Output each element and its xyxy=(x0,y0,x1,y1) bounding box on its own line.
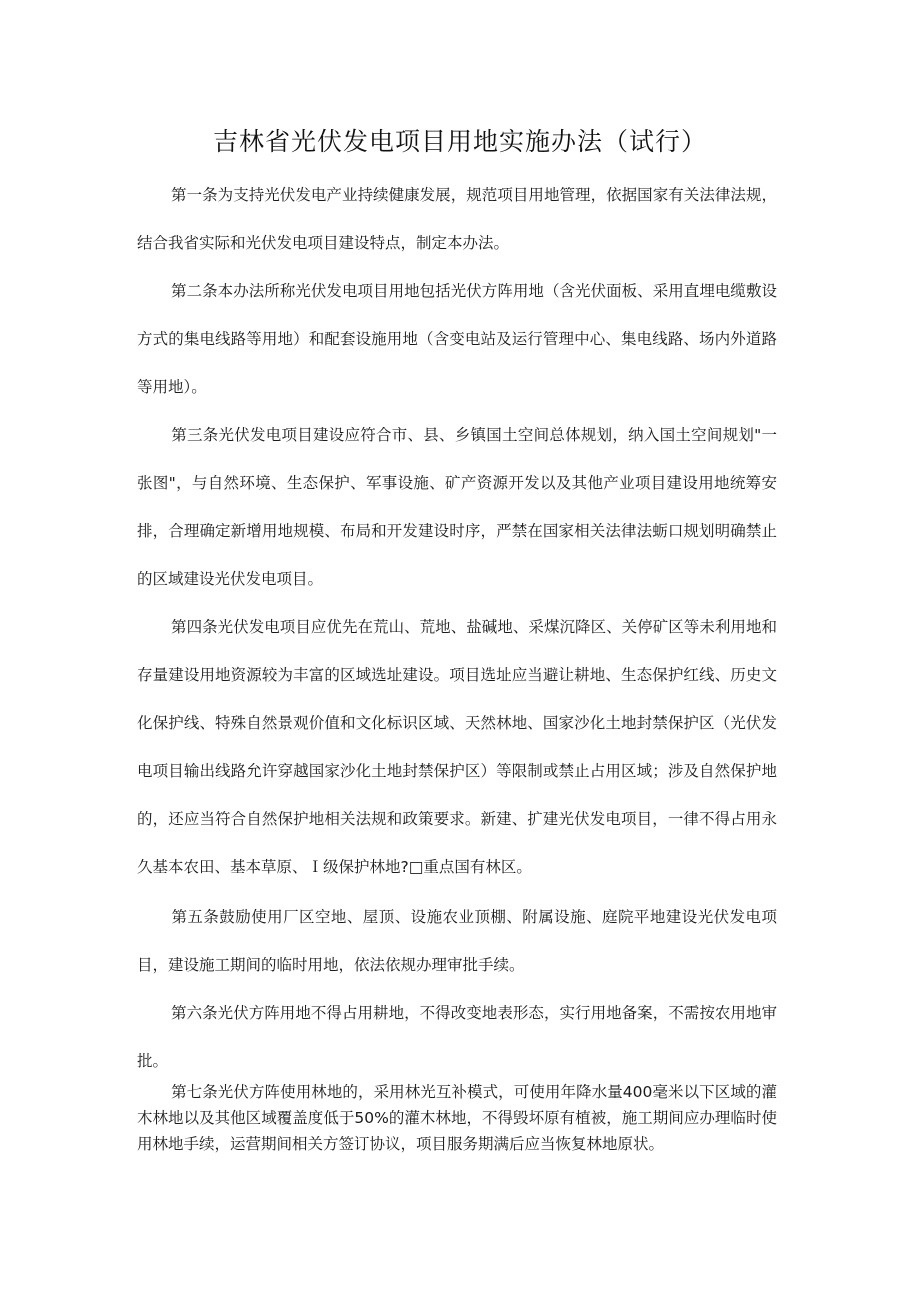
article-4 xyxy=(137,603,777,891)
article-5 xyxy=(137,893,777,989)
article-6 xyxy=(137,989,777,1085)
article-3 xyxy=(137,411,777,603)
article-2 xyxy=(137,267,777,411)
article-2-text: 第二条本办法所称光伏发电项目用地包括光伏方阵用地（含光伏面板、采用直埋电缆敷设方式的集电线路等用地）和配套设施用地（含变电站及运行管理中心、集电线路、场内外道路等用地）。 xyxy=(137,282,777,396)
article-6-text: 第六条光伏方阵用地不得占用耕地，不得改变地表形态，实行用地备案，不需按农用地审批。 xyxy=(137,1004,777,1070)
article-7-text: 第七条光伏方阵使用林地的，采用林光互补模式，可使用年降水量400毫米以下区域的灌木林地以及其他区域覆盖度低于50%的灌木林地，不得毁坏原有植被，施工期间应办理临时使用林地手续，运营期间相关方签订协议，项目服务期满后应当恢复林地原状。 xyxy=(137,1083,777,1153)
article-5-text: 第五条鼓励使用厂区空地、屋顶、设施农业顶棚、附属设施、庭院平地建设光伏发电项目，建设施工期间的临时用地，依法依规办理审批手续。 xyxy=(137,908,777,974)
article-3-text: 第三条光伏发电项目建设应符合市、县、乡镇国土空间总体规划，纳入国土空间规划"一张图"，与自然环境、生态保护、军事设施、矿产资源开发以及其他产业项目建设用地统筹安排，合理确定新增用地规模、布局和开发建设时序，严禁在国家相关法律法蛎口规划明确禁止的区域建设光伏发电项目。 xyxy=(137,426,777,588)
article-7 xyxy=(137,1079,777,1157)
article-1-text: 第一条为支持光伏发电产业持续健康发展，规范项目用地管理，依据国家有关法律法规，结合我省实际和光伏发电项目建设特点，制定本办法。 xyxy=(137,186,777,252)
article-4-text: 第四条光伏发电项目应优先在荒山、荒地、盐碱地、采煤沉降区、关停矿区等未利用地和存量建设用地资源较为丰富的区域选址建设。项目选址应当避让耕地、生态保护红线、历史文化保护线、特殊自然景观价值和文化标识区域、天然林地、国家沙化土地封禁保护区（光伏发电项目输出线路允许穿越国家沙化土地封禁保护区）等限制或禁止占用区域；涉及自然保护地的，还应当符合自然保护地相关法规和政策要求。新建、扩建光伏发电项目，一律不得占用永久基本农田、基本草原、Ｉ级保护林地?□重点国有林区。 xyxy=(137,618,777,876)
document-title: 吉林省光伏发电项目用地实施办法（试行） xyxy=(212,127,707,156)
article-1 xyxy=(137,171,777,267)
